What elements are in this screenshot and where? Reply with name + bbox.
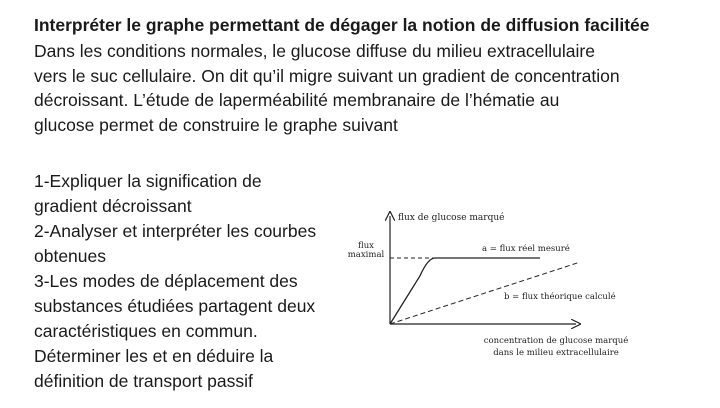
y-axis-label: flux de glucose marqué xyxy=(398,213,505,223)
series-layer xyxy=(390,258,580,324)
question-line: définition de transport passif xyxy=(34,371,253,391)
intro-paragraph xyxy=(34,39,706,137)
question-line: substances étudiées partagent deux xyxy=(34,296,316,316)
intro-line: glucose permet de construire le graphe suivant xyxy=(34,114,398,135)
question-line: obtenues xyxy=(34,246,107,266)
intro-line: décroissant. L’étude de laperméabilité membranaire de l’hématie au xyxy=(34,90,560,110)
diffusion-graph xyxy=(346,206,646,376)
question-line: Déterminer les et en déduire la xyxy=(34,346,274,366)
question-line: 3-Les modes de déplacement des xyxy=(34,271,298,291)
question-line: caractéristiques en commun. xyxy=(34,321,258,341)
graph-svg xyxy=(346,206,646,376)
ymax-label-line-1: flux xyxy=(358,241,374,251)
question-line: 1-Expliquer la signification de xyxy=(34,171,262,191)
series-b-label: b = flux théorique calculé xyxy=(504,292,616,302)
questions-list xyxy=(34,169,364,394)
exercise-title: Interpréter le graphe permettant de dégager la notion de diffusion facilitée xyxy=(34,15,650,35)
intro-line: Dans les conditions normales, le glucose diffuse du milieu extracellulaire xyxy=(34,41,595,61)
series-a-label: a = flux réel mesuré xyxy=(482,244,570,254)
question-line: 2-Analyser et interpréter les courbes xyxy=(34,221,317,241)
ymax-label-line-2: maximal xyxy=(347,250,385,260)
question-line: gradient décroissant xyxy=(34,196,192,216)
x-axis-label-line-2: dans le milieu extracellulaire xyxy=(493,348,619,358)
x-axis-label-line-1: concentration de glucose marqué xyxy=(483,336,629,346)
intro-line: vers le suc cellulaire. On dit qu’il migre suivant un gradient de concentration xyxy=(34,65,620,86)
series-a-curve xyxy=(390,258,540,324)
